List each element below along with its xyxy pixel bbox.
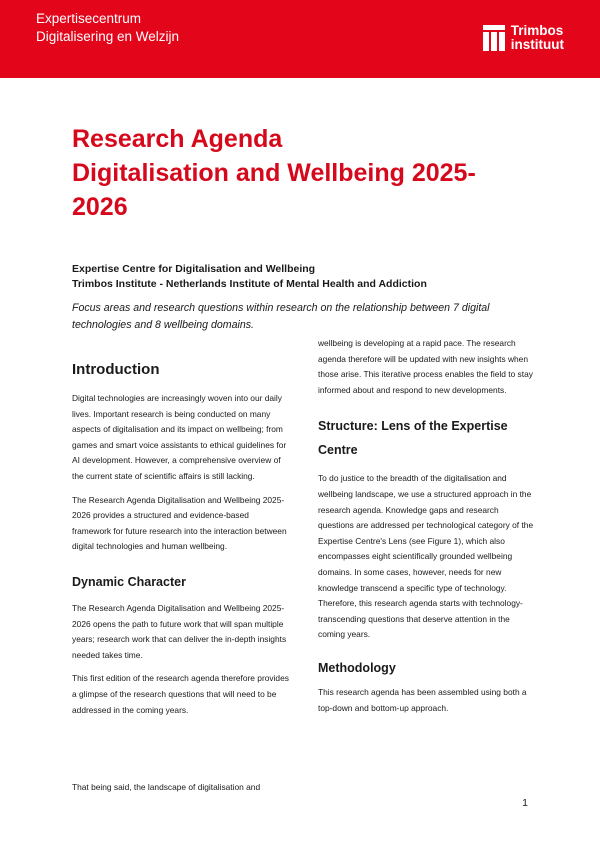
- page-number: 1: [522, 797, 528, 809]
- trimbos-logo-icon: [483, 25, 505, 51]
- logo-text-line1: Trimbos: [510, 23, 564, 38]
- authors-block: [72, 262, 542, 292]
- methodology-heading: Methodology: [318, 660, 396, 675]
- dynamic-paragraph-2: This first edition of the research agenda therefore provides a glimpse of the research questions that will need to be addressed in the coming years.: [72, 673, 289, 715]
- dynamic-paragraph-3: That being said, the landscape of digitalisation and: [72, 782, 261, 792]
- intro-paragraph-2: The Research Agenda Digitalisation and Wellbeing 2025-2026 provides a structured and evidence-based framework for future research into the interaction between digital technologies and human wellbeing.: [72, 494, 287, 552]
- continuation-paragraph: wellbeing is developing at a rapid pace. The research agenda therefore will be updated with new insights when those arise. This iterative process enables the field to stay informed about and respond to new developments.: [318, 338, 533, 395]
- right-column: [318, 336, 536, 716]
- document-subtitle: Focus areas and research questions within research on the relationship between 7 digital technologies and 8 wellbeing domains.: [72, 302, 490, 331]
- logo-text-line2: instituut: [510, 37, 564, 52]
- document-title: [72, 122, 542, 224]
- org-name-line2: Digitalisering en Welzijn: [36, 29, 180, 44]
- introduction-heading: Introduction: [72, 361, 160, 378]
- methodology-paragraph: This research agenda has been assembled using both a top-down and bottom-up approach.: [318, 686, 527, 713]
- logo-text: [511, 24, 564, 52]
- dynamic-paragraph-1: The Research Agenda Digitalisation and Wellbeing 2025-2026 opens the path to future work that will span multiple years; research work that can deliver the in-depth insights needed takes time.: [72, 602, 287, 660]
- author-line1: Expertise Centre for Digitalisation and Wellbeing: [72, 263, 316, 275]
- dynamic-character-heading: Dynamic Character: [72, 574, 186, 589]
- title-line3: 2026: [72, 193, 128, 221]
- org-name: [36, 10, 179, 46]
- author-line2: Trimbos Institute - Netherlands Institute of Mental Health and Addiction: [72, 278, 427, 290]
- title-line2: Digitalisation and Wellbeing 2025-: [72, 159, 476, 187]
- structure-paragraph: To do justice to the breadth of the digitalisation and wellbeing landscape, we use a structured approach in the research agenda. Knowledge gaps and research questions are addressed per technological category of the Expertise Centre's Lens (see Figure 1), which also encompasses eight scientifically grounded wellbeing domains. In some cases, however, needs for new knowledge transcend a specific type of technology. Therefore, this research agenda starts with technology-transcending questions that deserve attention in the coming years.: [318, 473, 534, 640]
- structure-heading: Structure: Lens of the Expertise Centre: [318, 419, 508, 458]
- trimbos-logo: [483, 24, 564, 52]
- title-line1: Research Agenda: [72, 125, 283, 153]
- left-column: [72, 360, 290, 718]
- org-name-line1: Expertisecentrum: [36, 11, 142, 26]
- intro-paragraph-1: Digital technologies are increasingly woven into our daily lives. Important research is being conducted on many aspects of digitalisation and its impact on wellbeing; from games and smart voice assistants to ethical guidelines for AI development. However, a comprehensive overview of the current state of scientific affairs is still lacking.: [72, 393, 287, 481]
- header-banner: [0, 0, 600, 78]
